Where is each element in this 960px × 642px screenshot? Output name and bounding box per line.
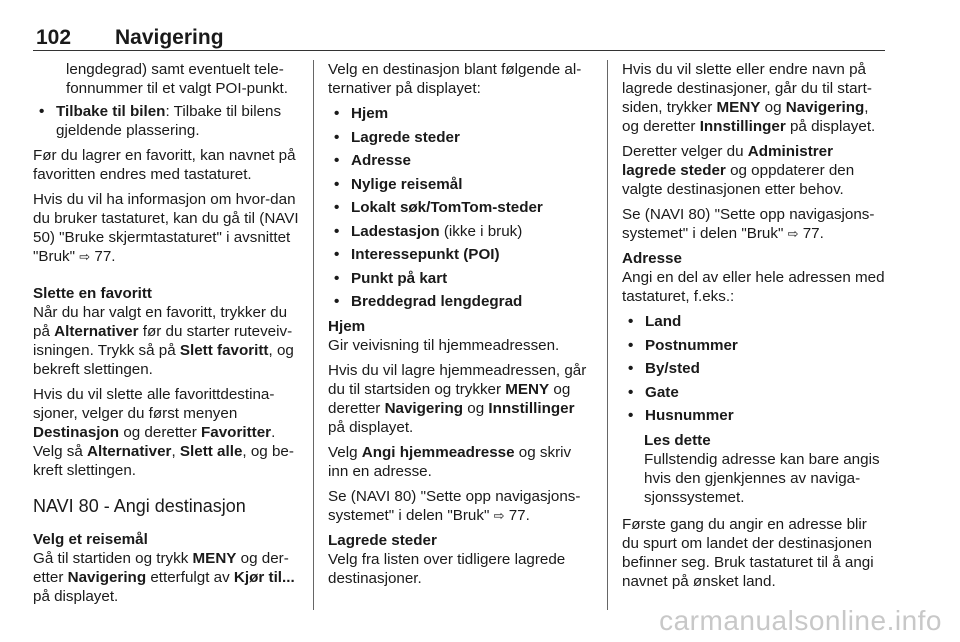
column-3 [622,60,886,612]
bullet-list [33,102,299,140]
list-item: • Lokalt søk/TomTom-steder [328,198,592,217]
paragraph: Hvis du vil slette alle favorittdestina-sjoner, velger du først menyen Destinasjon og deretter Favoritter. Velg så Alternativer, Slett alle, og be-kreft slettingen. [33,386,294,479]
list-item: • Gate [622,383,886,402]
chapter-title: Navigering [115,26,224,49]
paragraph: Angi en del av eller hele adressen med tastaturet, f.eks.: [622,269,885,305]
header-rule [33,50,885,51]
subheading: Lagrede steder [328,532,437,549]
subheading: Velg et reisemål [33,531,148,548]
paragraph: Deretter velger du Administrer lagrede steder og oppdaterer den valgte destinasjonen etter behov. [622,143,855,198]
paragraph: Velg en destinasjon blant følgende al-ternativer på displayet: [328,61,582,97]
page-ref-arrow-icon: ⇨ [493,508,505,523]
list-item: • Postnummer [622,336,886,355]
column-divider [313,60,314,610]
subheading: Slette en favoritt [33,285,152,302]
paragraph: Hvis du vil ha informasjon om hvor-dan du bruker tastaturet, kan du gå til (NAVI 50) "Bruke skjermtastaturet" i avsnittet "Bruk" ⇨ 77. [33,191,299,265]
paragraph: Gå til startiden og trykk MENY og der-etter Navigering etterfulgt av Kjør til... på displayet. [33,550,295,605]
list-item [33,102,299,140]
list-item: • Hjem [328,104,592,123]
paragraph: Velg fra listen over tidligere lagrede destinasjoner. [328,551,566,587]
address-fields-list [622,312,886,425]
paragraph: Se (NAVI 80) "Sette opp navigasjons-systemet" i delen "Bruk" ⇨ 77. [328,488,581,524]
section-heading: NAVI 80 - Angi destinasjon [33,496,246,516]
column-divider [607,60,608,610]
list-item: • Ladestasjon (ikke i bruk) [328,222,592,241]
column-1 [33,60,299,612]
list-item: • Husnummer [622,406,886,425]
list-item: • Breddegrad lengdegrad [328,292,592,311]
paragraph: Gir veivisning til hjemmeadressen. [328,337,560,354]
note-text: Fullstendig adresse kan bare angis hvis den gjenkjennes av naviga-sjonssystemet. [644,451,880,506]
page-ref-arrow-icon: ⇨ [787,226,799,241]
page-ref-arrow-icon: ⇨ [79,249,91,264]
note-box [622,431,886,507]
paragraph: Hvis du vil slette eller endre navn på lagrede destinasjoner, går du til start-siden, trykker MENY og Navigering, og deretter Innstillinger på displayet. [622,61,876,135]
paragraph: Når du har valgt en favoritt, trykker du på Alternativer før du starter ruteveiv-isningen. Trykk så på Slett favoritt, og bekreft slettingen. [33,304,294,378]
list-item: • Interessepunkt (POI) [328,245,592,264]
page-number: 102 [36,26,72,49]
list-item: • Land [622,312,886,331]
list-item: • Nylige reisemål [328,175,592,194]
paragraph: Før du lagrer en favoritt, kan navnet på favoritten endres med tastaturet. [33,147,296,183]
page-header [33,20,887,50]
column-2 [328,60,592,612]
destination-options-list [328,104,592,311]
note-title: Les dette [644,432,711,449]
list-item: • By/sted [622,359,886,378]
paragraph: Første gang du angir en adresse blir du spurt om landet der destinasjonen befinner seg. Bruk tastaturet til å angi navnet på ønsket land. [622,516,874,590]
paragraph: Se (NAVI 80) "Sette opp navigasjons-systemet" i delen "Bruk" ⇨ 77. [622,206,875,242]
paragraph: Velg Angi hjemmeadresse og skriv inn en adresse. [328,444,572,480]
list-item: • Adresse [328,151,592,170]
paragraph: Hvis du vil lagre hjemmeadressen, går du til startsiden og trykker MENY og deretter Navigering og Innstillinger på displayet. [328,362,587,436]
list-item: • Lagrede steder [328,128,592,147]
continued-text: lengdegrad) samt eventuelt tele-fonnummer til et valgt POI-punkt. [66,61,288,97]
subheading: Adresse [622,250,682,267]
item-label: Tilbake til bilen [56,103,166,120]
list-item: • Punkt på kart [328,269,592,288]
item-text: : Tilbake til bilens gjeldende plassering. [56,103,282,139]
watermark-text: carmanualsonline.info [659,605,942,636]
subheading: Hjem [328,318,366,335]
